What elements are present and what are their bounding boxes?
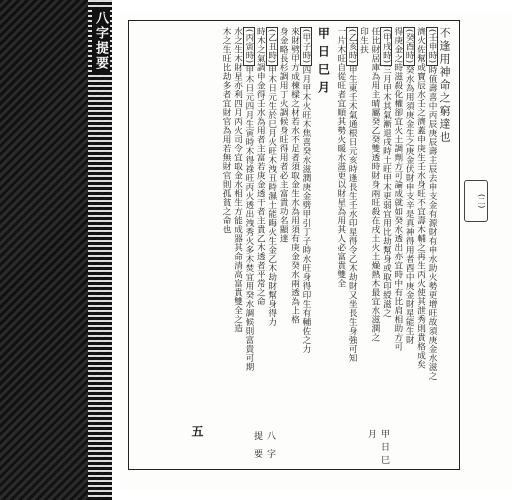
text-column	[316, 27, 331, 421]
column-text: 濟火佐幫或寶辰水壬之濟蓋申庚生壬水身旺不宜壽木輔之再生丙火使其泄秀則貴格成矣	[415, 27, 426, 369]
text-column	[357, 27, 368, 421]
text-column	[369, 27, 380, 421]
column-text: 甲木日元四月生寅時木得祿旺丙火透出洩秀火多木焚宜用癸水調候則富貴可期	[243, 65, 254, 372]
text-column	[380, 27, 391, 421]
text-column	[220, 27, 231, 421]
text-column	[231, 27, 242, 421]
column-text: 來財劈甲方成棟樑之材若水不足者須取金生水為用須有庚金癸水兩透為上格	[289, 27, 300, 324]
running-head-title: 八 字 提 要	[252, 431, 275, 461]
text-column	[243, 27, 254, 421]
spine-title: 八字提要	[92, 8, 110, 74]
running-head-section: 甲日巳月	[366, 429, 389, 468]
column-tag: (乙亥時)	[347, 29, 358, 64]
vertical-text-block	[139, 27, 451, 421]
side-tab: (二)	[464, 180, 488, 222]
text-column	[346, 27, 357, 421]
text-column	[414, 27, 425, 421]
text-column	[403, 27, 414, 421]
spine-band	[88, 0, 112, 500]
page-folio: 五	[190, 425, 204, 437]
text-column	[334, 27, 345, 421]
column-tag: (甲子時)	[300, 29, 311, 64]
column-tag: (壬申時)	[427, 29, 437, 64]
text-column	[391, 27, 402, 421]
column-text: 得庚金之時滋殺化權卻宜火土調劑方可論成就如癸水透出亦宜時中有比肩相助方可	[392, 27, 403, 351]
text-column	[277, 27, 288, 421]
book-page	[120, 12, 512, 490]
column-text: 水之生木財星亦利四月丙火司令宜取金水相生方能成器其命清高富貴雙全之造	[232, 27, 243, 333]
column-text: 三月甲木其氣漸退戌時土旺甲木更弱宜用比劫幫身或取印綬滋之	[381, 65, 392, 318]
text-frame	[128, 20, 460, 470]
column-text: 任比財居庫為用主晴屬癸乙癸雙透時財身兩旺殺在戌土火土燥熱木最宜水滋潤之	[369, 27, 380, 342]
column-text: 甲日巳月	[316, 27, 331, 99]
text-column	[437, 27, 451, 421]
column-text: 印生扶	[358, 27, 369, 54]
column-text: 一片木旺自從旺者宜順其勢火暖水滋更以財星為用其人必富貴雙全	[335, 27, 346, 288]
column-text: 時值壽喜中丙辰庚辰壽主辰去申支金有源財有申水助火勢更增旺故須庚金水滋之	[427, 65, 437, 381]
text-column	[265, 27, 276, 421]
column-text: 木之生旺比劫多者宜財官為用若無財官則孤貧之命也	[221, 27, 232, 234]
text-column	[288, 27, 299, 421]
column-tag: (丙寅時)	[243, 29, 254, 64]
column-text: 癸水為用須庚金生之庚金伏財申支辛是真神得用者酉中庚金財星能生財	[404, 65, 415, 345]
text-column	[300, 27, 311, 421]
text-column	[254, 27, 265, 421]
column-text: 不逢用神命之窮達也	[438, 27, 451, 144]
column-text: 時木之氣調申金得壬水為用者主富若庚金透干者主貴乙木透者平常之命	[255, 27, 266, 306]
column-tag: (乙丑時)	[266, 29, 277, 64]
text-column	[426, 27, 437, 421]
column-text: 四月甲木火旺木焦喜癸水滋潤庚金劈甲引丁子時水旺身得印生有輔佐之力	[300, 65, 311, 354]
column-tag: (癸酉時)	[404, 29, 415, 64]
column-text: 甲生東壬木氣通根日元亥時逢長生壬水印星得令乙木劫財又坐長生身強可知	[347, 65, 358, 363]
column-text: 身金略長杉調用丁火調候身旺得用者必主富貴功名顯達	[278, 27, 289, 243]
column-tag: (甲戌時)	[381, 29, 392, 64]
column-text: 甲木日元生於巳月火旺木洩丑時濕土能晦火生金乙木劫財幫身得力	[266, 65, 277, 327]
